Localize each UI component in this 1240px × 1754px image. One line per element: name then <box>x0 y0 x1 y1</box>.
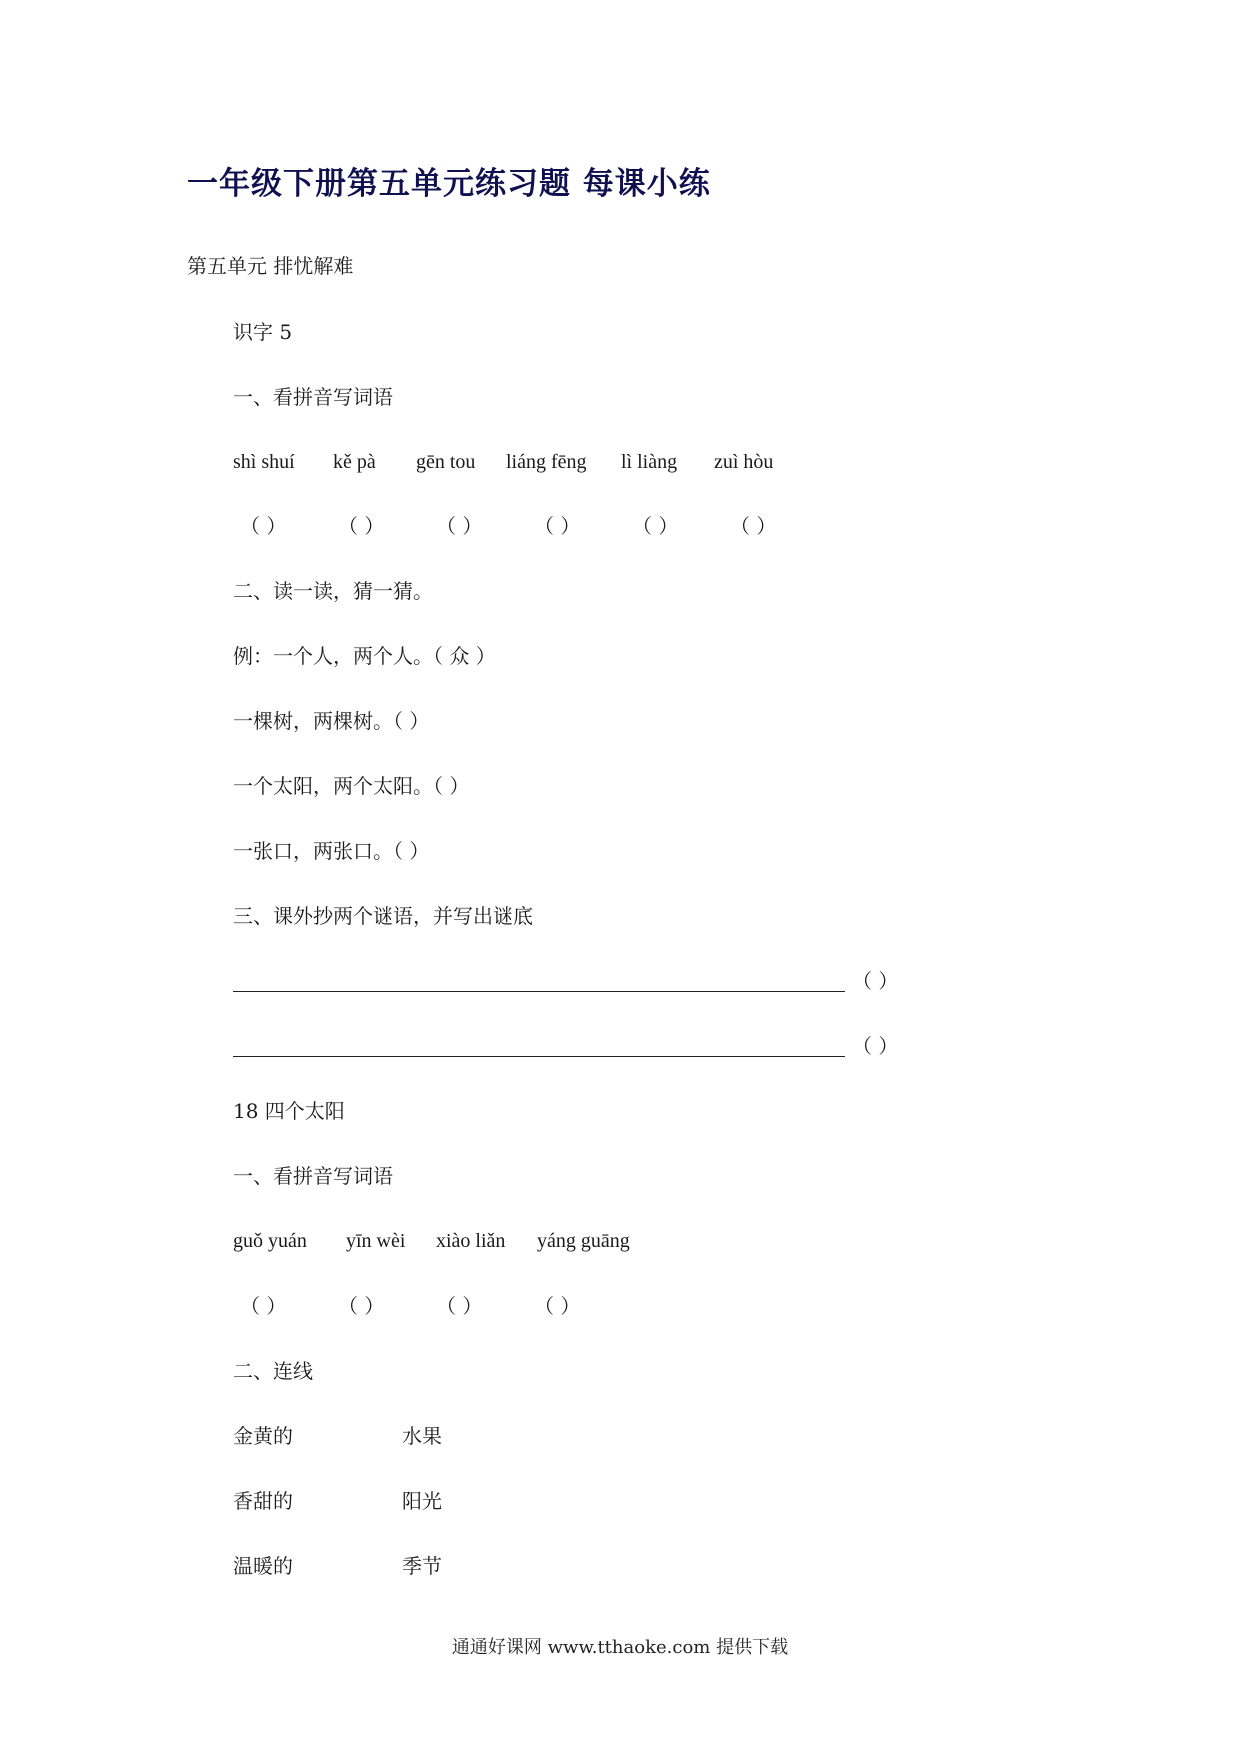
riddle-item: 一个太阳，两个太阳。（ ） <box>233 774 470 798</box>
match-left-item[interactable]: 香甜的 <box>233 1489 293 1513</box>
page-title: 一年级下册第五单元练习题 每课小练 <box>187 166 711 202</box>
match-left-item[interactable]: 金黄的 <box>233 1424 293 1448</box>
writing-line[interactable] <box>233 1056 845 1057</box>
answer-blank[interactable]: （ ） <box>338 514 385 538</box>
pinyin-word: yīn wèi <box>346 1230 406 1252</box>
answer-blank[interactable]: （ ） <box>730 514 777 538</box>
answer-blank[interactable]: （ ） <box>240 1294 287 1318</box>
answer-blank[interactable]: （ ） <box>534 1294 581 1318</box>
pinyin-word: xiào liǎn <box>436 1230 506 1252</box>
pinyin-word: kě pà <box>333 451 376 473</box>
riddle-item: 一棵树，两棵树。（ ） <box>233 709 430 733</box>
example-line: 例：一个人，两个人。（ 众 ） <box>233 644 496 668</box>
riddle-item: 一张口，两张口。（ ） <box>233 839 430 863</box>
pinyin-word: gēn tou <box>416 451 476 473</box>
question-label: 一、看拼音写词语 <box>233 1164 393 1188</box>
pinyin-word: lì liàng <box>621 451 678 473</box>
pinyin-word: zuì hòu <box>714 451 774 473</box>
lesson-heading: 18 四个太阳 <box>233 1099 345 1123</box>
question-label: 二、连线 <box>233 1359 313 1383</box>
answer-blank[interactable]: （ ） <box>632 514 679 538</box>
answer-blank[interactable]: （ ） <box>240 514 287 538</box>
question-label: 一、看拼音写词语 <box>233 385 393 409</box>
pinyin-word: liáng fēng <box>506 451 587 473</box>
answer-blank[interactable]: （ ） <box>852 1034 899 1058</box>
answer-blank[interactable]: （ ） <box>436 1294 483 1318</box>
answer-blank[interactable]: （ ） <box>534 514 581 538</box>
pinyin-word: shì shuí <box>233 451 295 473</box>
match-right-item[interactable]: 季节 <box>402 1554 442 1578</box>
answer-blank[interactable]: （ ） <box>436 514 483 538</box>
footer <box>0 1633 1240 1659</box>
writing-line[interactable] <box>233 991 845 992</box>
lesson-heading: 识字 5 <box>233 320 293 344</box>
question-label: 二、读一读，猜一猜。 <box>233 579 433 603</box>
pinyin-word: yáng guāng <box>537 1230 630 1252</box>
unit-heading: 第五单元 排忧解难 <box>187 254 354 278</box>
answer-blank[interactable]: （ ） <box>338 1294 385 1318</box>
match-left-item[interactable]: 温暖的 <box>233 1554 293 1578</box>
question-label: 三、课外抄两个谜语，并写出谜底 <box>233 904 533 928</box>
footer-text: 通通好课网 www.tthaoke.com 提供下载 <box>451 1637 789 1658</box>
match-right-item[interactable]: 水果 <box>402 1424 442 1448</box>
answer-blank[interactable]: （ ） <box>852 969 899 993</box>
pinyin-word: guǒ yuán <box>233 1230 307 1252</box>
match-right-item[interactable]: 阳光 <box>402 1489 442 1513</box>
